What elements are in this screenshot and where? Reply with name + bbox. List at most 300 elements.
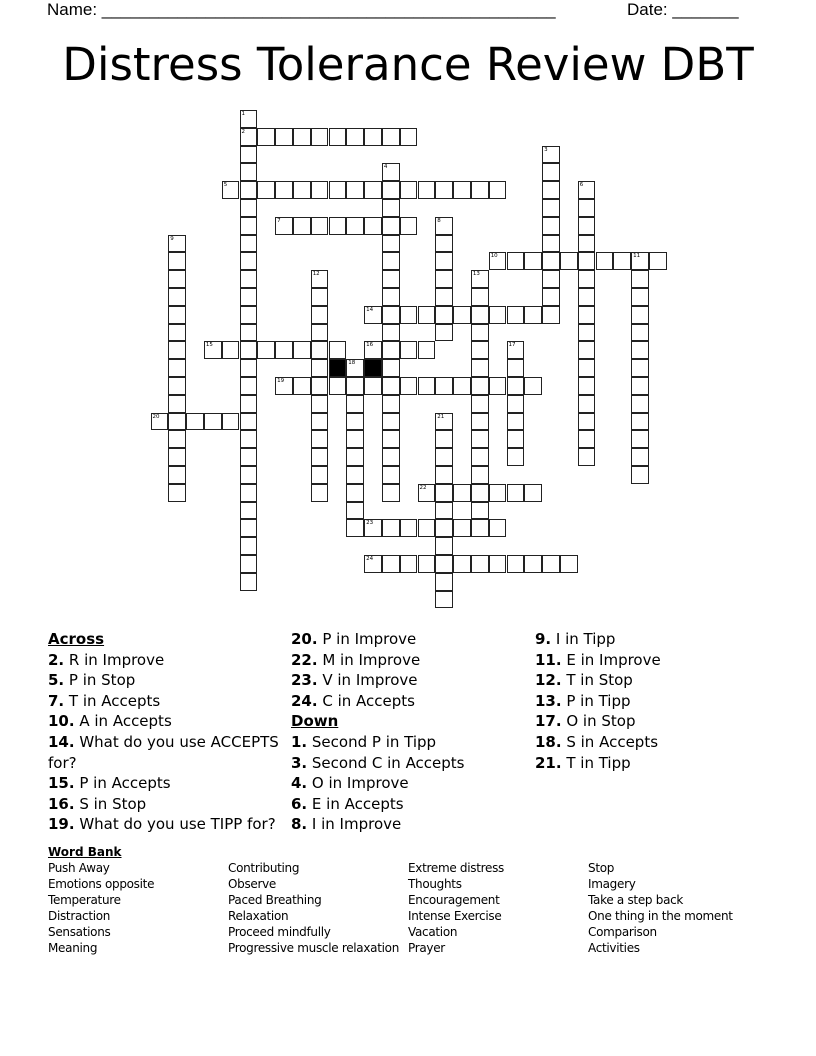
grid-cell[interactable] (240, 430, 258, 448)
clue-text: E in Accepts (307, 794, 404, 813)
grid-cell[interactable] (382, 466, 400, 484)
grid-cell[interactable] (435, 537, 453, 555)
grid-cell[interactable] (311, 484, 329, 502)
grid-cell[interactable] (240, 110, 258, 128)
grid-cell[interactable] (453, 306, 471, 324)
grid-cell[interactable] (382, 306, 400, 324)
grid-cell[interactable] (168, 413, 186, 431)
grid-cell[interactable] (489, 555, 507, 573)
grid-cell[interactable] (435, 324, 453, 342)
grid-cell[interactable] (382, 555, 400, 573)
grid-cell[interactable] (578, 235, 596, 253)
word-bank-item: Paced Breathing (228, 893, 322, 908)
grid-cell[interactable] (471, 430, 489, 448)
grid-cell[interactable] (364, 555, 382, 573)
grid-cell[interactable] (382, 270, 400, 288)
grid-cell[interactable] (453, 555, 471, 573)
grid-cell[interactable] (631, 413, 649, 431)
grid-cell[interactable] (471, 484, 489, 502)
clue-number: 5. (48, 671, 65, 690)
grid-cell[interactable] (489, 252, 507, 270)
grid-cell[interactable] (578, 324, 596, 342)
grid-cell[interactable] (382, 217, 400, 235)
grid-cell[interactable] (364, 181, 382, 199)
clue-text: S in Stop (74, 794, 147, 813)
grid-cell[interactable] (311, 288, 329, 306)
cell-number: 22 (419, 484, 427, 491)
grid-cell[interactable] (257, 341, 275, 359)
grid-cell[interactable] (578, 448, 596, 466)
grid-cell[interactable] (364, 217, 382, 235)
grid-cell[interactable] (471, 502, 489, 520)
grid-cell[interactable] (240, 395, 258, 413)
grid-cell[interactable] (418, 306, 436, 324)
grid-cell[interactable] (222, 413, 240, 431)
grid-cell[interactable] (596, 252, 614, 270)
grid-cell[interactable] (578, 377, 596, 395)
grid-cell[interactable] (418, 555, 436, 573)
clue-item (48, 732, 288, 773)
grid-cell[interactable] (346, 502, 364, 520)
grid-cell[interactable] (311, 128, 329, 146)
cell-number: 19 (277, 378, 285, 384)
grid-cell[interactable] (542, 199, 560, 217)
grid-cell[interactable] (240, 448, 258, 466)
grid-cell[interactable] (542, 181, 560, 199)
black-cell (329, 359, 347, 377)
grid-cell[interactable] (471, 413, 489, 431)
grid-cell[interactable] (346, 484, 364, 502)
cell-number: 4 (383, 164, 388, 171)
grid-cell[interactable] (524, 555, 542, 573)
grid-cell[interactable] (311, 359, 329, 377)
grid-cell[interactable] (471, 181, 489, 199)
grid-cell[interactable] (400, 217, 418, 235)
grid-cell[interactable] (418, 519, 436, 537)
grid-cell[interactable] (418, 181, 436, 199)
clue-number: 7. (48, 691, 65, 710)
grid-cell[interactable] (168, 324, 186, 342)
grid-cell[interactable] (275, 181, 293, 199)
grid-cell[interactable] (435, 484, 453, 502)
grid-cell[interactable] (471, 359, 489, 377)
cell-number: 17 (508, 342, 516, 349)
word-bank-item: Sensations (48, 925, 111, 940)
grid-cell[interactable] (382, 181, 400, 199)
grid-cell[interactable] (346, 395, 364, 413)
grid-cell[interactable] (168, 377, 186, 395)
clue-number: 23. (291, 671, 318, 690)
grid-cell[interactable] (168, 235, 186, 253)
clue-number: 13. (535, 691, 562, 710)
grid-cell[interactable] (311, 341, 329, 359)
grid-cell[interactable] (578, 306, 596, 324)
grid-cell[interactable] (542, 146, 560, 164)
grid-cell[interactable] (507, 484, 525, 502)
grid-cell[interactable] (293, 128, 311, 146)
grid-cell[interactable] (168, 341, 186, 359)
grid-cell[interactable] (382, 359, 400, 377)
grid-cell[interactable] (257, 181, 275, 199)
grid-cell[interactable] (435, 466, 453, 484)
grid-cell[interactable] (471, 519, 489, 537)
grid-cell[interactable] (311, 430, 329, 448)
grid-cell[interactable] (631, 252, 649, 270)
grid-cell[interactable] (400, 128, 418, 146)
grid-cell[interactable] (382, 324, 400, 342)
grid-cell[interactable] (240, 163, 258, 181)
grid-cell[interactable] (542, 288, 560, 306)
clue-item (535, 650, 775, 671)
grid-cell[interactable] (346, 128, 364, 146)
grid-cell[interactable] (507, 359, 525, 377)
grid-cell[interactable] (471, 466, 489, 484)
grid-cell[interactable] (382, 252, 400, 270)
grid-cell[interactable] (240, 270, 258, 288)
clue-text: P in Stop (64, 671, 136, 690)
word-bank-item: Activities (588, 941, 640, 956)
grid-cell[interactable] (524, 252, 542, 270)
grid-cell[interactable] (240, 217, 258, 235)
grid-cell[interactable] (186, 413, 204, 431)
grid-cell[interactable] (293, 341, 311, 359)
clue-number: 20. (291, 630, 318, 648)
grid-cell[interactable] (631, 288, 649, 306)
clue-text: T in Tipp (561, 753, 631, 772)
grid-cell[interactable] (435, 217, 453, 235)
across-heading: Across (48, 630, 105, 648)
grid-cell[interactable] (542, 306, 560, 324)
grid-cell[interactable] (560, 252, 578, 270)
grid-cell[interactable] (435, 413, 453, 431)
grid-cell[interactable] (400, 555, 418, 573)
grid-cell[interactable] (346, 217, 364, 235)
grid-cell[interactable] (293, 181, 311, 199)
grid-cell[interactable] (382, 413, 400, 431)
grid-cell[interactable] (471, 288, 489, 306)
grid-cell[interactable] (578, 288, 596, 306)
grid-cell[interactable] (524, 377, 542, 395)
grid-cell[interactable] (471, 377, 489, 395)
grid-cell[interactable] (649, 252, 667, 270)
grid-cell[interactable] (631, 395, 649, 413)
grid-cell[interactable] (311, 395, 329, 413)
grid-cell[interactable] (435, 430, 453, 448)
grid-cell[interactable] (435, 555, 453, 573)
word-bank-item: Meaning (48, 941, 98, 956)
grid-cell[interactable] (507, 377, 525, 395)
clue-text: O in Stop (561, 712, 636, 731)
grid-cell[interactable] (364, 128, 382, 146)
grid-cell[interactable] (346, 519, 364, 537)
cell-number: 13 (472, 271, 480, 278)
grid-cell[interactable] (418, 484, 436, 502)
grid-cell[interactable] (240, 324, 258, 342)
grid-cell[interactable] (257, 128, 275, 146)
grid-cell[interactable] (329, 341, 347, 359)
grid-cell[interactable] (240, 128, 258, 146)
grid-cell[interactable] (240, 573, 258, 591)
clue-text: R in Improve (64, 650, 165, 669)
grid-cell[interactable] (560, 555, 578, 573)
grid-cell[interactable] (631, 341, 649, 359)
grid-cell[interactable] (382, 430, 400, 448)
grid-cell[interactable] (542, 252, 560, 270)
clue-number: 8. (291, 815, 308, 834)
clue-text: S in Accepts (561, 732, 659, 751)
grid-cell[interactable] (471, 555, 489, 573)
grid-cell[interactable] (631, 448, 649, 466)
grid-cell[interactable] (453, 484, 471, 502)
clue-number: 16. (48, 794, 75, 813)
grid-cell[interactable] (382, 199, 400, 217)
grid-cell[interactable] (275, 128, 293, 146)
grid-cell[interactable] (435, 519, 453, 537)
grid-cell[interactable] (418, 341, 436, 359)
clue-text: I in Improve (307, 815, 402, 834)
grid-cell[interactable] (578, 395, 596, 413)
grid-cell[interactable] (364, 519, 382, 537)
grid-cell[interactable] (293, 217, 311, 235)
grid-cell[interactable] (542, 555, 560, 573)
grid-cell[interactable] (631, 466, 649, 484)
word-bank-item: Intense Exercise (408, 909, 502, 924)
grid-cell[interactable] (435, 573, 453, 591)
grid-cell[interactable] (311, 217, 329, 235)
grid-cell[interactable] (507, 252, 525, 270)
grid-cell[interactable] (489, 519, 507, 537)
grid-cell[interactable] (507, 306, 525, 324)
grid-cell[interactable] (435, 235, 453, 253)
grid-cell[interactable] (240, 252, 258, 270)
grid-cell[interactable] (364, 377, 382, 395)
grid-cell[interactable] (168, 306, 186, 324)
clue-item (535, 711, 775, 732)
grid-cell[interactable] (435, 306, 453, 324)
grid-cell[interactable] (489, 306, 507, 324)
grid-cell[interactable] (507, 413, 525, 431)
grid-cell[interactable] (578, 181, 596, 199)
grid-cell[interactable] (346, 430, 364, 448)
grid-cell[interactable] (542, 270, 560, 288)
grid-cell[interactable] (471, 341, 489, 359)
grid-cell[interactable] (578, 430, 596, 448)
grid-cell[interactable] (364, 306, 382, 324)
grid-cell[interactable] (293, 377, 311, 395)
clue-text: O in Improve (307, 774, 409, 793)
grid-cell[interactable] (578, 199, 596, 217)
grid-cell[interactable] (489, 181, 507, 199)
grid-cell[interactable] (168, 252, 186, 270)
grid-cell[interactable] (240, 555, 258, 573)
grid-cell[interactable] (489, 484, 507, 502)
clue-number: 17. (535, 712, 562, 731)
grid-cell[interactable] (435, 502, 453, 520)
cell-number: 24 (366, 556, 374, 562)
grid-cell[interactable] (240, 341, 258, 359)
grid-cell[interactable] (240, 199, 258, 217)
grid-cell[interactable] (329, 128, 347, 146)
grid-cell[interactable] (631, 270, 649, 288)
grid-cell[interactable] (151, 413, 169, 431)
word-bank-column (588, 860, 733, 957)
grid-cell[interactable] (240, 306, 258, 324)
grid-cell[interactable] (400, 181, 418, 199)
grid-cell[interactable] (311, 181, 329, 199)
grid-cell[interactable] (346, 448, 364, 466)
grid-cell[interactable] (311, 448, 329, 466)
grid-cell[interactable] (222, 341, 240, 359)
grid-cell[interactable] (435, 377, 453, 395)
grid-cell[interactable] (168, 395, 186, 413)
grid-cell[interactable] (471, 270, 489, 288)
grid-cell[interactable] (168, 359, 186, 377)
word-bank-item: One thing in the moment (588, 909, 733, 924)
grid-cell[interactable] (631, 324, 649, 342)
word-bank-item: Observe (228, 877, 277, 892)
grid-cell[interactable] (204, 413, 222, 431)
grid-cell[interactable] (346, 377, 364, 395)
grid-cell[interactable] (507, 395, 525, 413)
grid-cell[interactable] (346, 359, 364, 377)
grid-cell[interactable] (542, 163, 560, 181)
grid-cell[interactable] (168, 466, 186, 484)
grid-cell[interactable] (168, 288, 186, 306)
grid-cell[interactable] (240, 413, 258, 431)
grid-cell[interactable] (400, 341, 418, 359)
grid-cell[interactable] (329, 377, 347, 395)
grid-cell[interactable] (400, 377, 418, 395)
cell-number: 1 (241, 111, 245, 117)
grid-cell[interactable] (382, 235, 400, 253)
grid-cell[interactable] (311, 413, 329, 431)
grid-cell[interactable] (168, 484, 186, 502)
grid-cell[interactable] (240, 377, 258, 395)
grid-cell[interactable] (631, 430, 649, 448)
grid-cell[interactable] (240, 519, 258, 537)
grid-cell[interactable] (542, 217, 560, 235)
grid-cell[interactable] (382, 395, 400, 413)
grid-cell[interactable] (346, 466, 364, 484)
grid-cell[interactable] (631, 377, 649, 395)
grid-cell[interactable] (507, 341, 525, 359)
grid-cell[interactable] (240, 537, 258, 555)
grid-cell[interactable] (382, 519, 400, 537)
grid-cell[interactable] (578, 252, 596, 270)
grid-cell[interactable] (311, 377, 329, 395)
grid-cell[interactable] (542, 235, 560, 253)
grid-cell[interactable] (435, 591, 453, 609)
grid-cell[interactable] (524, 306, 542, 324)
grid-cell[interactable] (240, 181, 258, 199)
clue-number: 9. (535, 630, 552, 648)
grid-cell[interactable] (471, 306, 489, 324)
cell-number: 8 (437, 217, 441, 224)
grid-cell[interactable] (275, 341, 293, 359)
name-field[interactable]: Name: ________________________________________________ (47, 0, 556, 19)
grid-cell[interactable] (240, 146, 258, 164)
grid-cell[interactable] (631, 306, 649, 324)
grid-cell[interactable] (507, 430, 525, 448)
grid-cell[interactable] (471, 448, 489, 466)
grid-cell[interactable] (346, 181, 364, 199)
grid-cell[interactable] (400, 519, 418, 537)
grid-cell[interactable] (240, 484, 258, 502)
grid-cell[interactable] (578, 341, 596, 359)
grid-cell[interactable] (471, 324, 489, 342)
grid-cell[interactable] (400, 306, 418, 324)
word-bank-item: Take a step back (588, 893, 684, 908)
grid-cell[interactable] (311, 466, 329, 484)
grid-cell[interactable] (631, 359, 649, 377)
grid-cell[interactable] (240, 359, 258, 377)
grid-cell[interactable] (578, 413, 596, 431)
grid-cell[interactable] (382, 377, 400, 395)
clue-number: 10. (48, 712, 75, 731)
grid-cell[interactable] (418, 377, 436, 395)
grid-cell[interactable] (435, 252, 453, 270)
grid-cell[interactable] (613, 252, 631, 270)
grid-cell[interactable] (311, 306, 329, 324)
grid-cell[interactable] (382, 484, 400, 502)
grid-cell[interactable] (168, 448, 186, 466)
date-field[interactable]: Date: _______ (627, 0, 739, 19)
grid-cell[interactable] (435, 181, 453, 199)
grid-cell[interactable] (275, 377, 293, 395)
grid-cell[interactable] (364, 341, 382, 359)
word-bank-item: Imagery (588, 877, 636, 892)
grid-cell[interactable] (507, 448, 525, 466)
grid-cell[interactable] (435, 448, 453, 466)
grid-cell[interactable] (453, 519, 471, 537)
grid-cell[interactable] (346, 413, 364, 431)
grid-cell[interactable] (453, 181, 471, 199)
grid-cell[interactable] (382, 341, 400, 359)
grid-cell[interactable] (168, 430, 186, 448)
grid-cell[interactable] (240, 288, 258, 306)
grid-cell[interactable] (222, 181, 240, 199)
grid-cell[interactable] (311, 270, 329, 288)
clue-number: 14. (48, 732, 75, 751)
grid-cell[interactable] (453, 377, 471, 395)
grid-cell[interactable] (578, 359, 596, 377)
grid-cell[interactable] (435, 288, 453, 306)
grid-cell[interactable] (578, 217, 596, 235)
clue-text: I in Tipp (551, 630, 616, 648)
grid-cell[interactable] (382, 288, 400, 306)
grid-cell[interactable] (578, 270, 596, 288)
grid-cell[interactable] (489, 377, 507, 395)
grid-cell[interactable] (435, 270, 453, 288)
grid-cell[interactable] (471, 395, 489, 413)
grid-cell[interactable] (168, 270, 186, 288)
grid-cell[interactable] (382, 448, 400, 466)
grid-cell[interactable] (329, 217, 347, 235)
grid-cell[interactable] (240, 466, 258, 484)
word-bank-item: Extreme distress (408, 861, 504, 875)
clue-number: 2. (48, 650, 65, 669)
grid-cell[interactable] (524, 484, 542, 502)
grid-cell[interactable] (329, 181, 347, 199)
grid-cell[interactable] (204, 341, 222, 359)
grid-cell[interactable] (382, 128, 400, 146)
grid-cell[interactable] (507, 555, 525, 573)
grid-cell[interactable] (240, 502, 258, 520)
grid-cell[interactable] (240, 235, 258, 253)
grid-cell[interactable] (382, 163, 400, 181)
grid-cell[interactable] (275, 217, 293, 235)
grid-cell[interactable] (311, 324, 329, 342)
